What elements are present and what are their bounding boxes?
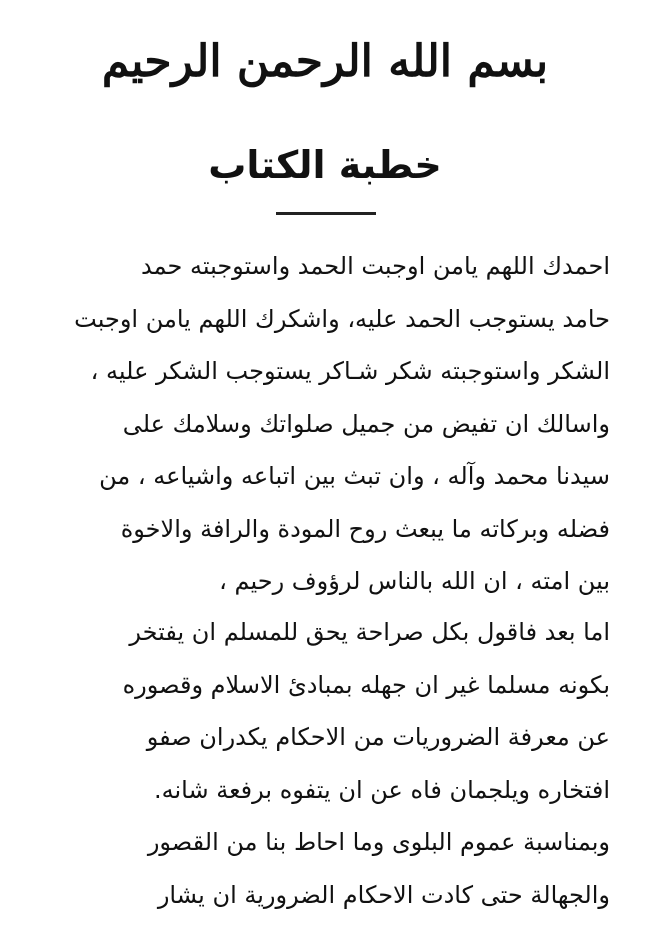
paragraph-opening (38, 240, 610, 608)
page-title: خطبة الكتاب (208, 143, 442, 187)
text-line: عن معرفة الضروريات من الاحكام يكدران صفو (146, 723, 610, 751)
text-line: واسالك ان تفيض من جميل صلواتك وسلامك على (122, 409, 610, 438)
text-line: افتخاره ويلجمان فاه عن ان يتفوه برفعة شانه. (154, 775, 610, 804)
text-line: بكونه مسلما غير ان جهله بمبادئ الاسلام وقصوره (122, 670, 610, 699)
text-line: الشكر واستوجبته شكر شـاكر يستوجب الشكر عليه ، (90, 357, 610, 385)
paragraph-amma-bad (38, 606, 610, 816)
text-line: وبمناسبة عموم البلوى وما احاط بنا من القصور (147, 828, 610, 856)
text-line: حامد يستوجب الحمد عليه، واشكرك اللهم يامن اوجبت (74, 304, 610, 333)
paragraph-occasion (38, 816, 610, 921)
text-line: بين امته ، ان الله بالناس لرؤوف رحيم ، (219, 567, 610, 595)
text-line: احمدك اللهم يامن اوجبت الحمد واستوجبته حمد (141, 252, 610, 280)
text-line: فضله وبركاته ما يبعث روح المودة والرافة والاخوة (120, 514, 610, 543)
text-line: اما بعد فاقول بكل صراحة يحق للمسلم ان يفتخر (129, 618, 610, 646)
text-line: سيدنا محمد وآله ، وان تبث بين اتباعه واشياعه ، من (99, 462, 610, 490)
title-underline (276, 212, 376, 215)
text-line: والجهالة حتى كادت الاحكام الضرورية ان يشار (157, 880, 610, 909)
basmala-calligraphy: بسم الله الرحمن الرحيم (101, 36, 549, 87)
